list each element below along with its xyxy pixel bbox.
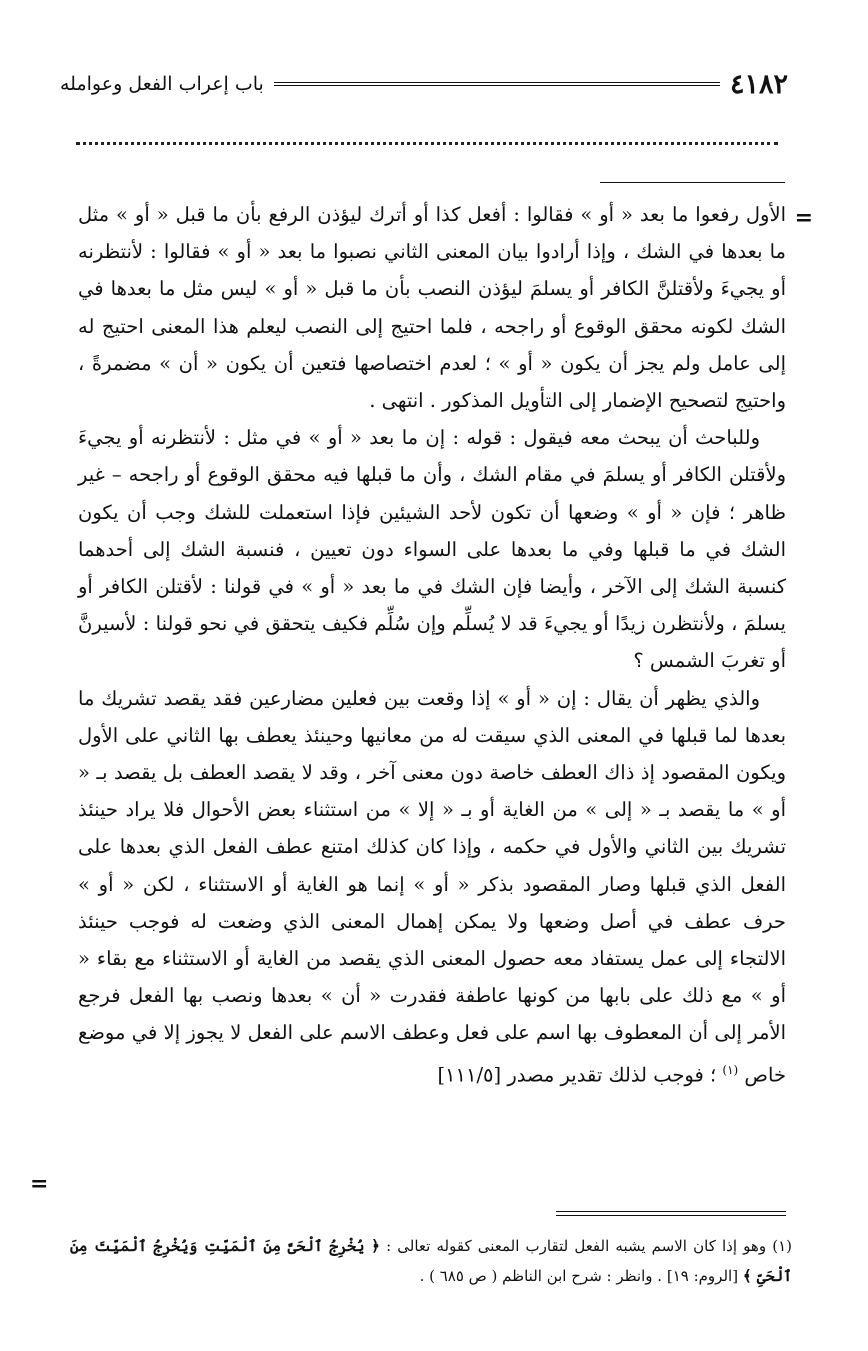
- page-number: ٤١٨٢: [729, 68, 788, 100]
- paragraph-3-text: والذي يظهر أن يقال : إن « أو » إذا وقعت بين فعلين مضارعين فقد يقصد تشريك ما بعدها لما قبلها في المعنى الذي سيقت له من معانيها وحينئذ يعطف بها الثاني على الأول ويكون المقصود إذ ذاك العطف خاصة دون معنى آخر ، وقد لا يقصد العطف بل يقصد بـ « أو » ما يقصد بـ « إلى » من الغاية أو بـ « إلا » من استثناء بعض الأحوال فلا يراد حينئذ تشريك بين الثاني والأول في حكمه ، وإذا كان كذلك امتنع عطف الفعل الذي بعدها على الفعل الذي قبلها وصار المقصود بذكر « أو » إنما هو الغاية أو الاستثناء ، لكن « أو » حرف عطف في أصل وضعها ولا يمكن إهمال المعنى الذي وضعت له فوجب حينئذ الالتجاء إلى عمل يستفاد معه حصول المعنى الذي يقصد من الغاية أو الاستثناء مع بقاء « أو » مع ذلك على بابها من كونها عاطفة فقدرت « أن » بعدها ونصب بها الفعل فرجع الأمر إلى أن المعطوف بها اسم على فعل وعطف الاسم على الفعل لا يجوز إلا في موضع خاص: [78, 686, 786, 1087]
- paragraph-2: وللباحث أن يبحث معه فيقول : قوله : إن ما بعد « أو » في مثل : لأنتظرنه أو يجيءَ ولأقتلن الكافر أو يسلمَ في مقام الشك ، وأن ما قبلها فيه محقق الوقوع أو راجحه – غير ظاهر ؛ فإن « أو » وضعها أن تكون لأحد الشيئين فإذا استعملت للشك وجب أن يكون الشك في ما قبلها وفي ما بعدها على السواء دون تعيين ، فنسبة الشك إلى أحدهما كنسبة الشك إلى الآخر ، وأيضا فإن الشك في ما بعد « أو » في قولنا : لأقتلن الكافر أو يسلمَ ، ولأنتظرن زيدًا أو يجيءَ قد لا يُسلِّم وإن سُلِّم فكيف يتحقق في نحو قولنا : لأسيرنَّ أو تغربَ الشمس ؟: [78, 426, 786, 673]
- dotted-separator: [76, 142, 778, 145]
- footnote-reference: (١): [722, 1062, 739, 1077]
- paragraph-3-end: ؛ فوجب لذلك تقدير مصدر [١١١/٥]: [437, 1063, 717, 1087]
- footnote: [70, 1231, 792, 1291]
- main-text: [78, 196, 786, 1093]
- page-header: [60, 66, 788, 102]
- chapter-title: باب إعراب الفعل وعوامله: [60, 73, 264, 95]
- quran-verse: ﴿ يُخْرِجُ ٱلْحَىَّ مِنَ ٱلْمَيِّتِ وَيُخْرِجُ ٱلْمَيِّتَ مِنَ ٱلْحَىِّ ﴾: [70, 1237, 792, 1285]
- footnote-suffix: . وانظر : شرح ابن الناظم ( ص ٦٨٥ ) .: [419, 1267, 663, 1285]
- text-start-rule: [600, 182, 785, 183]
- paragraph-1: الأول رفعوا ما بعد « أو » فقالوا : أفعل كذا أو أترك ليؤذن الرفع بأن ما قبل « أو » مثل ما بعدها في الشك ، وإذا أرادوا بيان المعنى الثاني نصبوا ما بعد « أو » فقالوا : لأنتظرنه أو يجيءَ ولأقتلنَّ الكافر أو يسلمَ ليؤذن النصب بأن ما قبل « أو » ليس مثل ما بعدها في الشك لكونه محقق الوقوع أو راجحه ، فلما احتيج إلى النصب ليعلم هذا المعنى احتيج له إلى عامل ولم يجز أن يكون « أو » ؛ لعدم اختصاصها فتعين أن يكون « أن » مضمرةً ، واحتيج لتصحيح الإضمار إلى التأويل المذكور . انتهى .: [78, 203, 786, 413]
- footnote-separator: [76, 1211, 786, 1216]
- footnote-prefix: (١) وهو إذا كان الاسم يشبه الفعل لتقارب المعنى كقوله تعالى :: [386, 1237, 792, 1255]
- verse-reference: [الروم: ١٩]: [666, 1267, 739, 1285]
- header-rule: [274, 82, 720, 86]
- footnote-1: [70, 1231, 792, 1291]
- continuation-mark-top: =: [794, 205, 813, 231]
- paragraph-3: [78, 680, 786, 1094]
- continuation-mark-bottom: =: [30, 1171, 49, 1197]
